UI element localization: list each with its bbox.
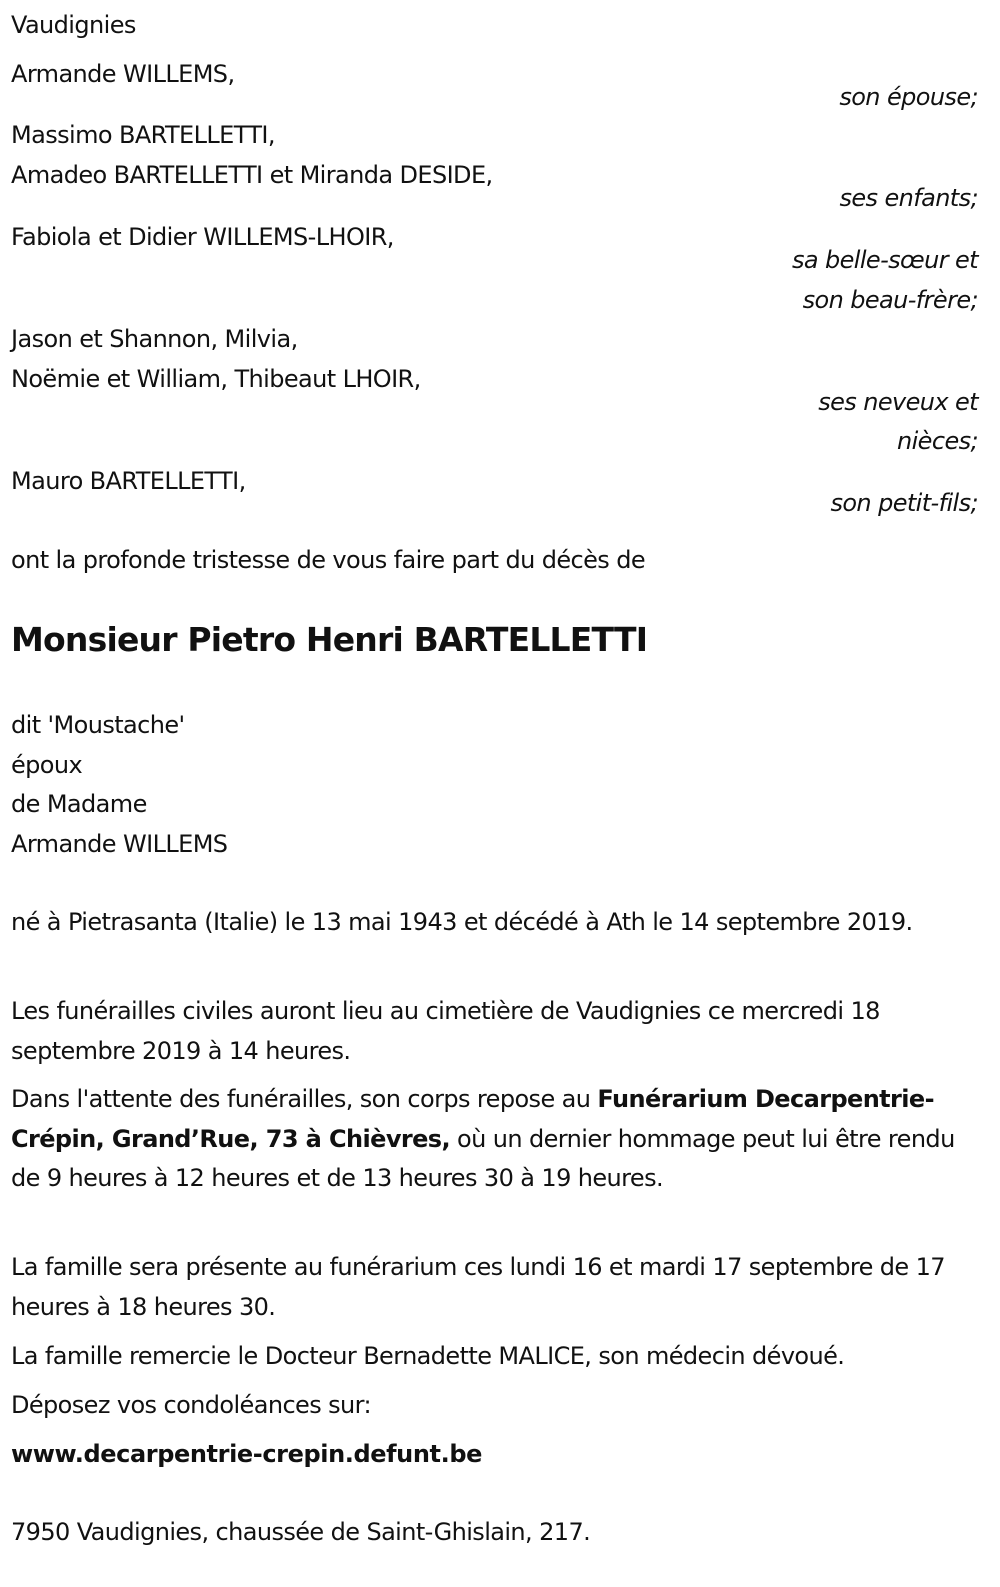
family-member-name: Massimo BARTELLETTI,	[11, 121, 275, 149]
family-member-name: Armande WILLEMS,	[11, 60, 235, 88]
thanks-paragraph: La famille remercie le Docteur Bernadette MALICE, son médecin dévoué.	[11, 1342, 845, 1370]
repose-prefix: Dans l'attente des funérailles, son corps repose au	[11, 1085, 598, 1113]
family-member-name: Amadeo BARTELLETTI et Miranda DESIDE,	[11, 161, 493, 189]
deceased-name: Monsieur Pietro Henri BARTELLETTI	[11, 620, 648, 659]
birth-death-paragraph: né à Pietrasanta (Italie) le 13 mai 1943 et décédé à Ath le 14 septembre 2019.	[11, 908, 913, 936]
family-role: son épouse;	[839, 83, 978, 111]
repose-suffix: où un dernier hommage peut lui être rendu de 9 heures à 12 heures et de 13 heures 30 à 19 heures.	[11, 1124, 955, 1192]
deceased-detail: de Madame	[11, 790, 147, 818]
family-role: son petit-fils;	[830, 489, 978, 517]
condolences-label: Déposez vos condoléances sur:	[11, 1391, 371, 1419]
family-member-name: Mauro BARTELLETTI,	[11, 467, 246, 495]
deceased-nickname: dit 'Moustache'	[11, 711, 185, 739]
announcement-text: ont la profonde tristesse de vous faire part du décès de	[11, 546, 646, 574]
deceased-detail: époux	[11, 751, 83, 779]
funeral-paragraph: Les funérailles civiles auront lieu au cimetière de Vaudignies ce mercredi 18 septembre 2019 à 14 heures.	[11, 997, 880, 1065]
family-role: ses neveux et	[818, 388, 978, 416]
family-member-name: Jason et Shannon, Milvia,	[11, 325, 298, 353]
family-role: nièces;	[897, 427, 978, 455]
repose-paragraph	[11, 1080, 986, 1199]
presence-paragraph: La famille sera présente au funérarium ces lundi 16 et mardi 17 septembre de 17 heures à 18 heures 30.	[11, 1253, 945, 1321]
family-member-name: Fabiola et Didier WILLEMS-LHOIR,	[11, 223, 394, 251]
family-role: ses enfants;	[839, 184, 978, 212]
locality-header: Vaudignies	[11, 11, 136, 39]
address-footer: 7950 Vaudignies, chaussée de Saint-Ghislain, 217.	[11, 1518, 591, 1546]
funerarium-address: Funérarium Decarpentrie-Crépin, Grand’Rue, 73 à Chièvres,	[11, 1085, 934, 1153]
family-member-name: Noëmie et William, Thibeaut LHOIR,	[11, 365, 421, 393]
condolences-link[interactable]: www.decarpentrie-crepin.defunt.be	[11, 1440, 482, 1468]
deceased-spouse: Armande WILLEMS	[11, 830, 228, 858]
family-role: sa belle-sœur et	[791, 246, 978, 274]
family-role: son beau-frère;	[802, 286, 978, 314]
